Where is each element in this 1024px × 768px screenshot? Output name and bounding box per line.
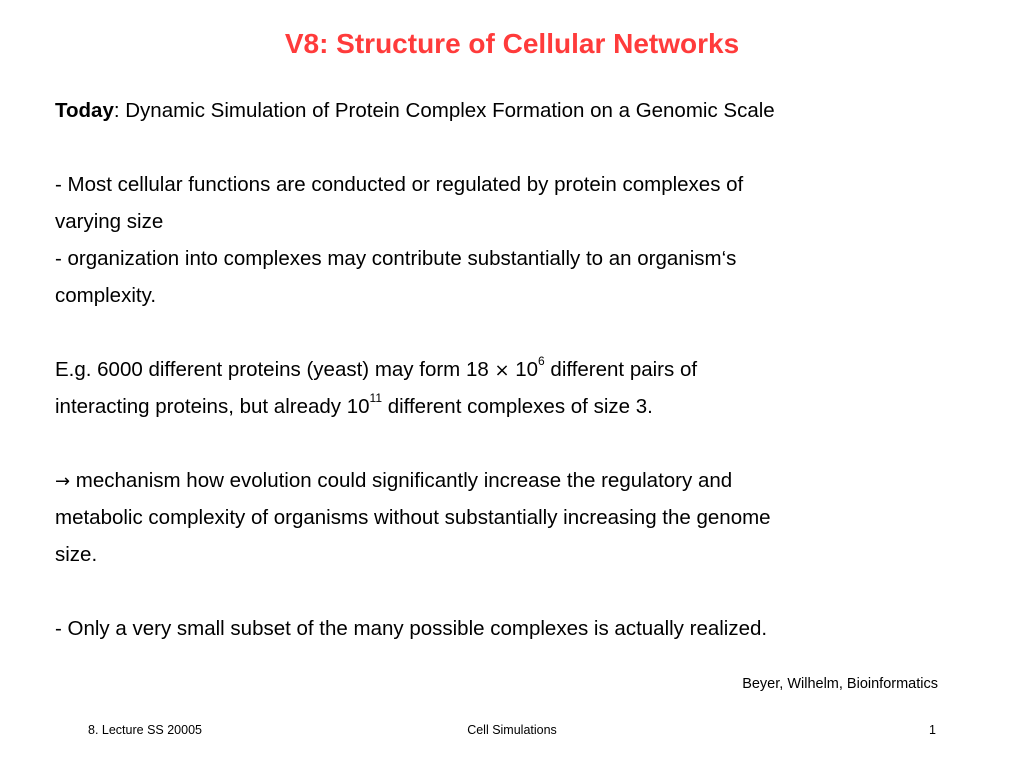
example-text: different complexes of size 3. <box>382 395 653 418</box>
example-line-1 <box>55 351 975 388</box>
footer-page-number: 1 <box>929 723 936 737</box>
bullet-2-line-2: complexity. <box>55 284 157 307</box>
today-label: Today <box>55 99 114 122</box>
example-text: E.g. 6000 different proteins (yeast) may form 18 <box>55 358 495 381</box>
spacer <box>55 425 975 462</box>
example-text: 10 <box>509 358 539 381</box>
spacer <box>55 573 975 610</box>
mechanism-line-3: size. <box>55 543 98 566</box>
footer-topic: Cell Simulations <box>467 723 557 737</box>
exponent: 6 <box>538 354 545 369</box>
slide-title: V8: Structure of Cellular Networks <box>284 28 740 59</box>
bullet-2-line-1: - organization into complexes may contribute substantially to an organism‘s <box>55 247 737 270</box>
spacer <box>55 314 975 351</box>
last-bullet: - Only a very small subset of the many possible complexes is actually realized. <box>55 617 768 640</box>
example-text: interacting proteins, but already 10 <box>55 395 370 418</box>
bullet-1-line-1: - Most cellular functions are conducted or regulated by protein complexes of <box>55 173 744 196</box>
today-line <box>55 92 975 129</box>
times-symbol: × <box>494 360 510 381</box>
arrow-icon: → <box>55 471 71 492</box>
example-text: different pairs of <box>544 358 698 381</box>
citation: Beyer, Wilhelm, Bioinformatics <box>742 676 938 692</box>
example-line-2 <box>55 388 975 425</box>
footer-lecture: 8. Lecture SS 20005 <box>88 723 202 737</box>
slide-body <box>55 92 975 647</box>
mechanism-text: mechanism how evolution could significantly increase the regulatory and <box>70 469 733 492</box>
spacer <box>55 129 975 166</box>
mechanism-line-2: metabolic complexity of organisms without substantially increasing the genome <box>55 506 771 529</box>
exponent: 11 <box>369 391 382 406</box>
today-text: : Dynamic Simulation of Protein Complex Formation on a Genomic Scale <box>113 99 775 122</box>
bullet-1-line-2: varying size <box>55 210 164 233</box>
mechanism-line-1 <box>55 462 975 499</box>
